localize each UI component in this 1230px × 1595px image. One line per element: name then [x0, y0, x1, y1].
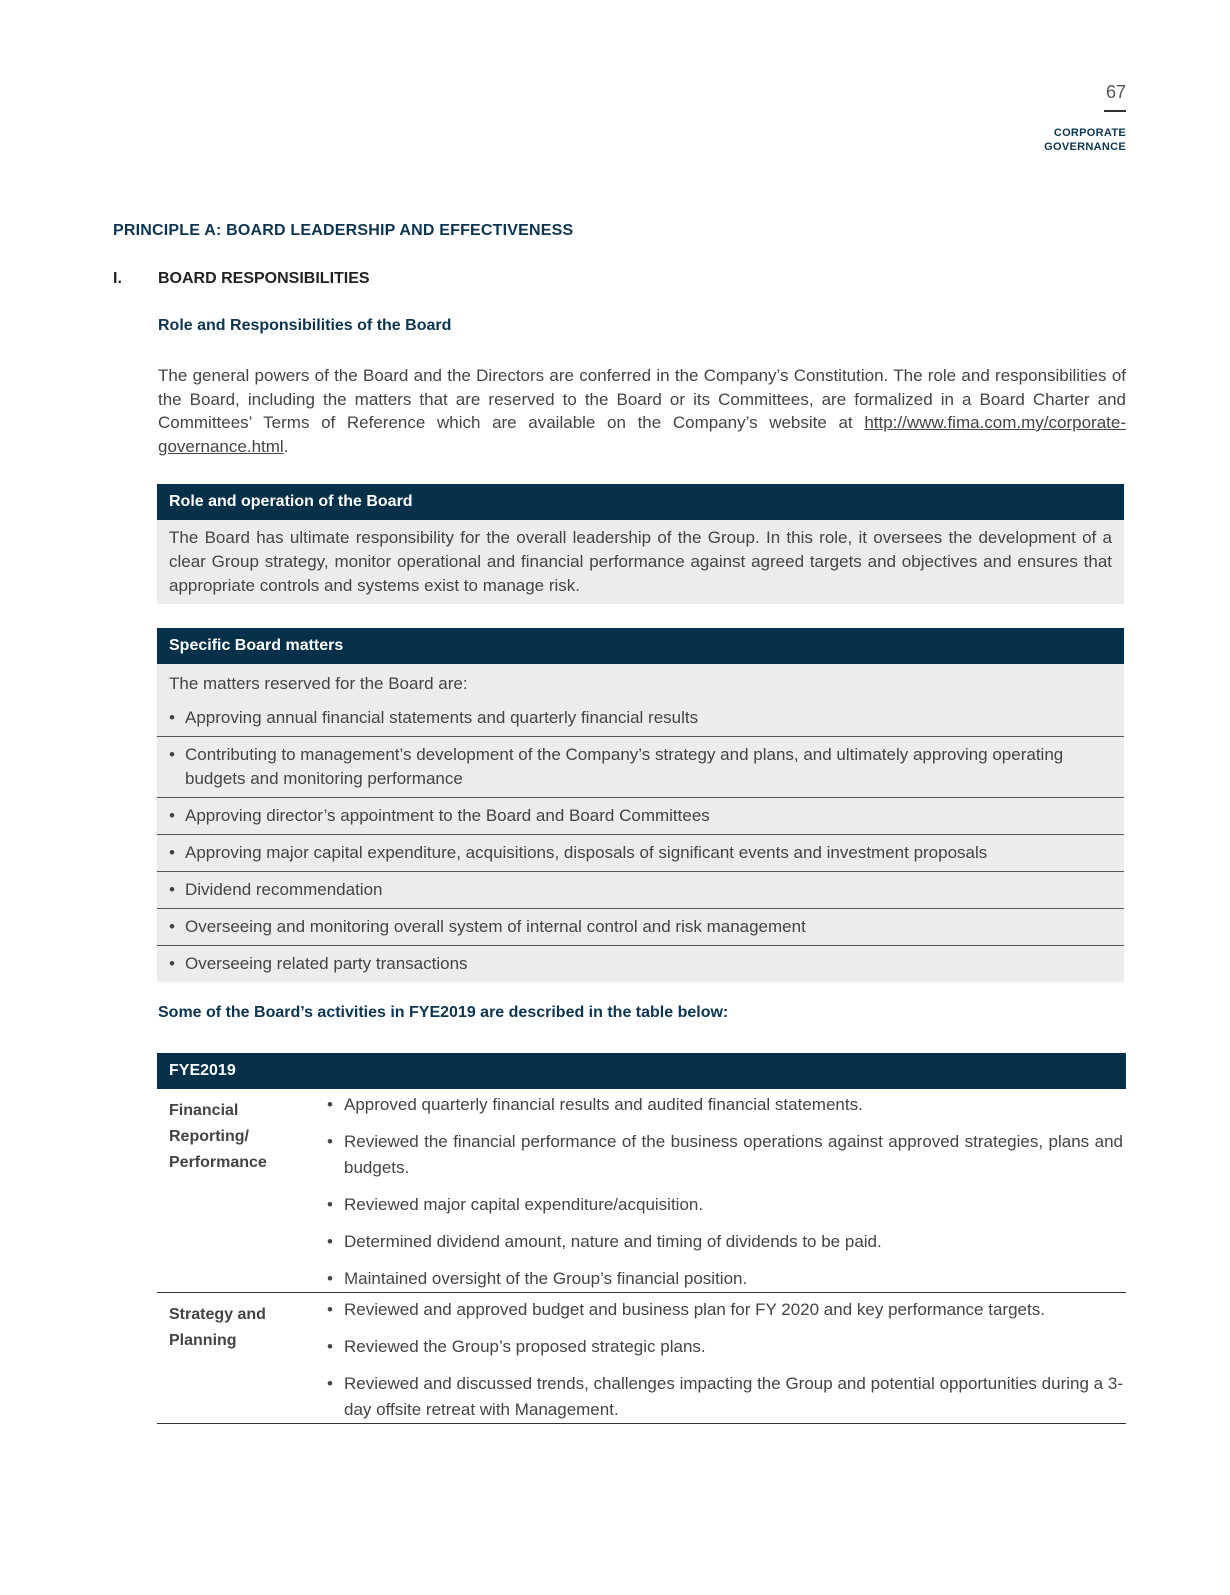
activities-lead: Some of the Board’s activities in FYE2019 are described in the table below: [158, 1004, 729, 1021]
list-item [327, 1266, 1123, 1292]
matter-item-text: Contributing to management’s development of the Company’s strategy and plans, and ultimately approving operating budgets and monitoring performance [185, 745, 1064, 788]
matter-item [157, 872, 1124, 909]
bullet: • [327, 1232, 333, 1251]
list-item-text: Approved quarterly financial results and audited financial statements. [344, 1095, 863, 1114]
bullet: • [327, 1195, 333, 1214]
table-row [157, 1293, 1126, 1424]
section-title: BOARD RESPONSIBILITIES [158, 270, 370, 287]
section-number: I. [113, 270, 122, 287]
matter-item [157, 909, 1124, 946]
list-item-text: Reviewed and discussed trends, challenges impacting the Group and potential opportunities during a 3-day offsite retreat with Management. [344, 1374, 1123, 1419]
row-label-line: Strategy and [169, 1306, 266, 1323]
bullet: • [169, 954, 175, 973]
list-item-text: Reviewed and approved budget and business plan for FY 2020 and key performance targets. [344, 1300, 1045, 1319]
matters-box-body [157, 664, 1124, 982]
list-item [327, 1229, 1123, 1255]
bullet: • [327, 1300, 333, 1319]
matter-item-text: Overseeing related party transactions [185, 954, 468, 973]
fye-activities-table [157, 1053, 1126, 1424]
row-label-line: Reporting/ [169, 1128, 249, 1145]
row-label-line: Performance [169, 1154, 267, 1171]
row-items [319, 1092, 1123, 1292]
matter-item [157, 798, 1124, 835]
list-item [327, 1371, 1123, 1423]
role-box-title: Role and operation of the Board [157, 484, 1124, 520]
page-number-rule [1104, 110, 1126, 112]
bullet: • [327, 1269, 333, 1288]
bullet: • [169, 880, 175, 899]
section-tag-line1: CORPORATE [1053, 127, 1126, 139]
section-tag-line2: GOVERNANCE [1044, 141, 1126, 153]
matters-box-title: Specific Board matters [157, 628, 1124, 664]
bullet: • [169, 745, 175, 764]
matter-item-text: Approving annual financial statements and quarterly financial results [185, 708, 699, 727]
bullet: • [169, 806, 175, 825]
bullet: • [169, 843, 175, 862]
table-row [157, 1089, 1126, 1293]
list-item-text: Maintained oversight of the Group’s financial position. [344, 1269, 748, 1288]
list-item [327, 1092, 1123, 1118]
matter-item-text: Overseeing and monitoring overall system of internal control and risk management [185, 917, 806, 936]
list-item [327, 1334, 1123, 1360]
bullet: • [327, 1337, 333, 1356]
list-item-text: Determined dividend amount, nature and timing of dividends to be paid. [344, 1232, 882, 1251]
list-item [327, 1297, 1123, 1323]
matter-item-text: Dividend recommendation [185, 880, 383, 899]
matter-item [157, 700, 1124, 737]
list-item [327, 1192, 1123, 1218]
page-number: 67 [1105, 82, 1126, 102]
list-item [327, 1129, 1123, 1181]
row-label-line: Planning [169, 1332, 237, 1349]
row-label-line: Financial [169, 1102, 239, 1119]
matter-item [157, 946, 1124, 982]
role-box [157, 484, 1124, 604]
subsection-title: Role and Responsibilities of the Board [158, 317, 452, 334]
role-box-text: The Board has ultimate responsibility for the overall leadership of the Group. In this role, it oversees the development of a clear Group strategy, monitor operational and financial performance against agreed targets and objectives and ensures that appropriate controls and systems exist to manage risk. [157, 520, 1124, 604]
matters-intro: The matters reserved for the Board are: [169, 674, 468, 693]
list-item-text: Reviewed the Group’s proposed strategic plans. [344, 1337, 706, 1356]
intro-text: The general powers of the Board and the Directors are conferred in the Company’s Constitution. The role and responsibilities of the Board, including the matters that are reserved to the Board or its Committees, are formalized in a Board Charter and Committees’ Terms of Reference which are available on the Company’s website at [158, 366, 1126, 432]
row-label [157, 1297, 319, 1423]
list-item-text: Reviewed major capital expenditure/acquisition. [344, 1195, 704, 1214]
bullet: • [169, 708, 175, 727]
matter-item [157, 737, 1124, 798]
matter-item [157, 835, 1124, 872]
row-items [319, 1297, 1123, 1423]
section-tag [1044, 126, 1126, 154]
matter-item-text: Approving major capital expenditure, acquisitions, disposals of significant events and investment proposals [185, 843, 988, 862]
intro-end: . [283, 436, 289, 456]
matters-box [157, 628, 1124, 982]
fye-table-header: FYE2019 [157, 1053, 1126, 1089]
list-item-text: Reviewed the financial performance of the business operations against approved strategies, plans and budgets. [344, 1132, 1123, 1177]
matter-item-text: Approving director’s appointment to the Board and Board Committees [185, 806, 710, 825]
bullet: • [169, 917, 175, 936]
governance-link[interactable]: http://www.fima.com.my/corporate-governance.html [158, 413, 1126, 456]
row-label [157, 1092, 319, 1292]
intro-paragraph [158, 364, 1126, 458]
bullet: • [327, 1132, 333, 1151]
principle-title: PRINCIPLE A: BOARD LEADERSHIP AND EFFECTIVENESS [113, 222, 574, 239]
bullet: • [327, 1374, 333, 1393]
bullet: • [327, 1095, 333, 1114]
